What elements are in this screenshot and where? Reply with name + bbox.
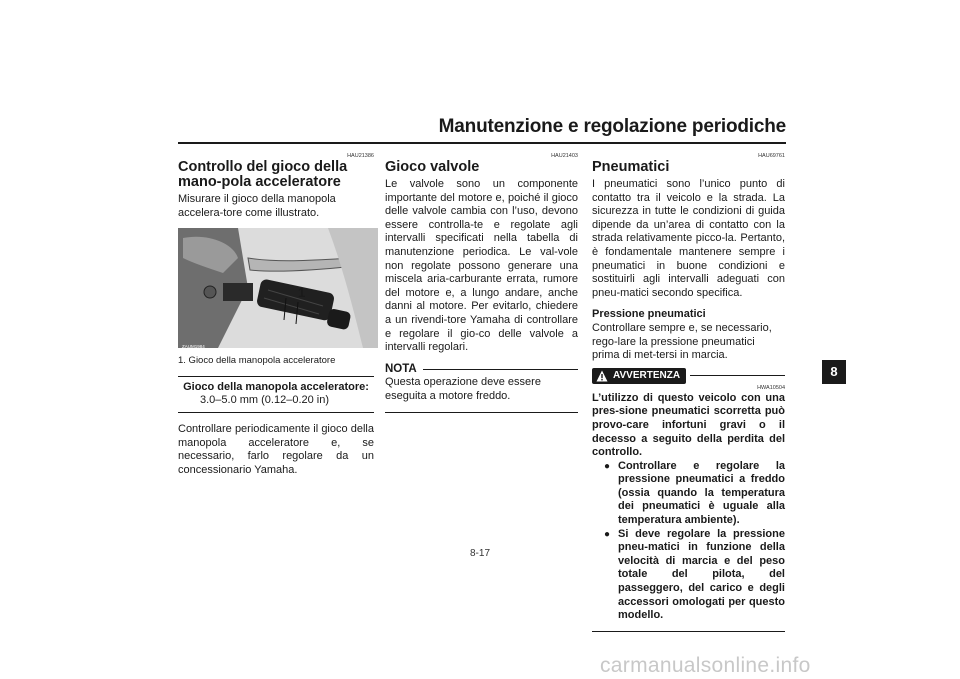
- watermark: carmanualsonline.info: [600, 654, 811, 677]
- note-end-rule: [385, 412, 578, 413]
- throttle-grip-illustration: [178, 228, 378, 348]
- spec-value: 3.0–5.0 mm (0.12–0.20 in): [200, 394, 330, 407]
- spec-title: Gioco della manopola acceleratore:: [183, 380, 369, 393]
- bullet-text: Controllare e regolare la pressione pneumatici a freddo (ossia quando la temperatura dei pneumatici è uguale alla temperatura ambiente).: [618, 459, 785, 527]
- warning-bullet: [604, 528, 785, 623]
- body-text: Le valvole sono un componente importante del motore e, poiché il gioco delle valvole cambia con l’uso, devono essere controlla-te e regolate agli intervalli specificati nella tabella di manutenzione periodica. Le val-vole non regolate possono generare una miscela aria-carburante errata, rumore del motore e, a lungo andare, anche danni al motore. Per evitarlo, chiedere a un rivendi-tore Yamaha di controllare e regolare il gio-co delle valvole a intervalli regolari.: [385, 178, 578, 354]
- sub-body-text: Controllare sempre e, se necessario, rego-lare la pressione pneumatici prima di met-tersi in marcia.: [592, 321, 772, 362]
- warning-header: [592, 368, 785, 384]
- note-rule: [423, 369, 578, 370]
- section-heading: Controllo del gioco della mano-pola acceleratore: [178, 159, 348, 190]
- column-valves: [385, 152, 578, 413]
- body-text: Controllare periodicamente il gioco della manopola acceleratore e, se necessario, farlo regolare da un concessionario Yamaha.: [178, 422, 374, 476]
- warning-label: AVVERTENZA: [613, 369, 681, 381]
- section-code: HAU69761: [758, 153, 785, 159]
- bullet-text: Si deve regolare la pressione pneu-matici in funzione della velocità di marcia e del peso totale del pilota, del passeggero, del carico e degli accessori omologati per questo modello.: [618, 527, 785, 622]
- body-text: I pneumatici sono l’unico punto di contatto tra il veicolo e la strada. La sicurezza in tutte le condizioni di guida dipende da un’area di contatto con la strada relativamente picco-la. Pertanto, è fondamentale mantenere sempre i pneumatici in buone condizioni e sostituirli agli intervalli adeguati con pneu-matici secondo specifica.: [592, 178, 785, 299]
- page-number: 8-17: [469, 548, 490, 559]
- warning-text: L’utilizzo di questo veicolo con una pres-sione pneumatici scorretta può provo-care infortuni gravi o il decesso a seguito della perdita del controllo.: [592, 391, 785, 459]
- section-heading: Gioco valvole: [385, 159, 480, 175]
- figure-code: ZAUM1984: [182, 344, 205, 349]
- column-tyres: [592, 152, 785, 632]
- warning-bullet: [604, 460, 785, 528]
- section-heading: Pneumatici: [592, 159, 670, 175]
- header-rule: [178, 142, 786, 144]
- column-throttle: [178, 152, 374, 477]
- warning-rule: [690, 375, 785, 376]
- figure-callout-number: 1: [298, 285, 306, 301]
- intro-text: Misurare il gioco della manopola accelera-tore come illustrato.: [178, 193, 336, 219]
- note-text: Questa operazione deve essere eseguita a motore freddo.: [385, 376, 541, 402]
- warning-triangle-icon: [596, 370, 608, 382]
- warning-badge: [592, 368, 686, 384]
- note-header: [385, 363, 578, 377]
- spec-box: [178, 376, 374, 413]
- throttle-grip-figure: [178, 228, 378, 348]
- warning-code: HWA10504: [757, 384, 785, 391]
- sub-heading: Pressione pneumatici: [592, 308, 706, 321]
- figure-caption: 1. Gioco della manopola acceleratore: [178, 355, 336, 367]
- section-code: HAU21386: [347, 153, 374, 159]
- page-header-title: Manutenzione e regolazione periodiche: [438, 116, 786, 137]
- chapter-tab: 8: [822, 360, 846, 384]
- section-code: HAU21403: [551, 153, 578, 159]
- bullet-icon: ●: [604, 528, 611, 540]
- warning-end-rule: [592, 631, 785, 633]
- note-label: NOTA: [385, 362, 417, 375]
- bullet-icon: ●: [604, 460, 611, 472]
